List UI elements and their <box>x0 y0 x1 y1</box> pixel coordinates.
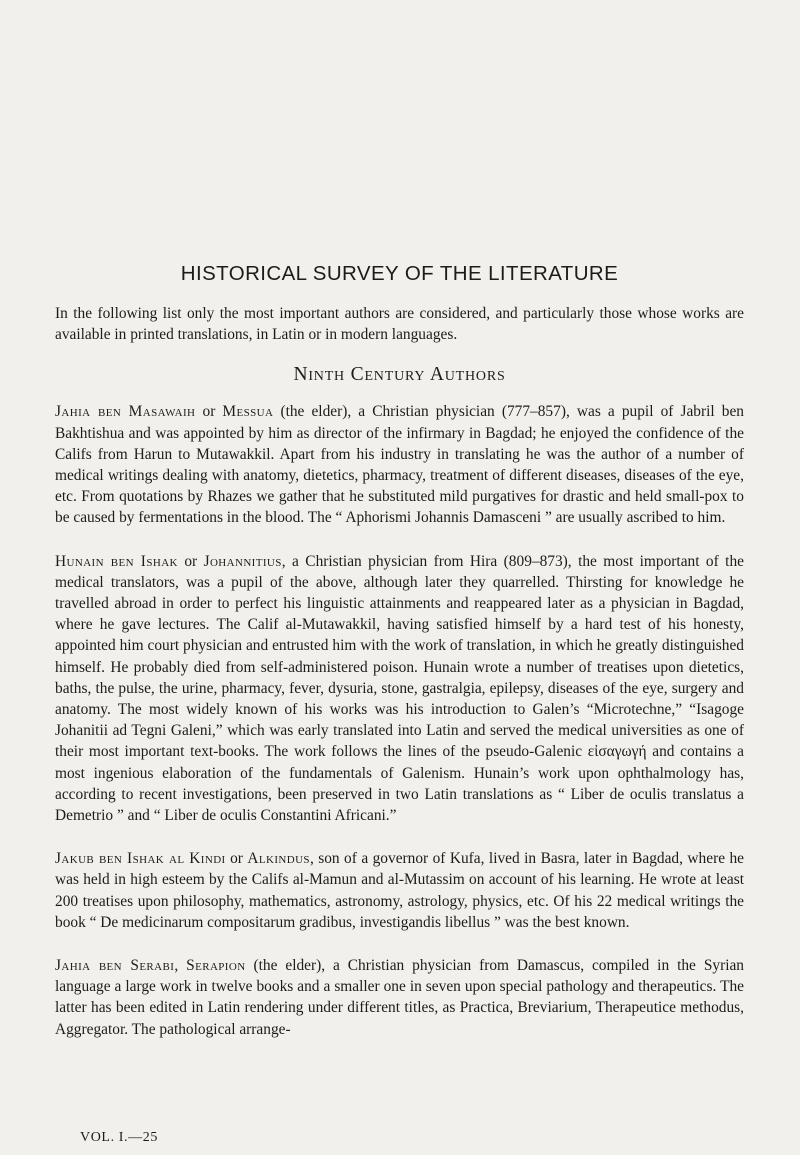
entry-text: (the elder), a Christian physician (777–857), was a pupil of Jabril ben Bakhtishua and was appointed by him as director of the infirmary in Bagdad; he enjoyed the confidence of the Califs from Harun to Mutawakkil. Apart from his industry in translating he was the author of a number of medical writings dealing with anatomy, dietetics, pharmacy, treatment of different diseases, diseases of the eye, etc. From quotations by Rhazes we gather that he substituted mild purgatives for drastic and held small-pox to be caused by fermentations in the blood. The “ Aphorismi Johannis Damasceni ” are usually ascribed to him. <box>55 403 744 527</box>
name-connector: or <box>177 552 204 570</box>
section-heading: Ninth Century Authors <box>293 364 506 386</box>
name-connector: or <box>195 403 223 421</box>
author-alias: Serapion <box>186 957 246 975</box>
name-connector: , <box>174 957 187 975</box>
entry-text: , a Christian physician from Hira (809–873), the most important of the medical translators, was a pupil of the above, although later they quarrelled. Thirsting for knowledge he travelled abroad in order to perfect his linguistic attainments and reappeared later as a physician in Bagdad, where he gave lectures. The Calif al-Mutawakkil, having satisfied himself by a hard test of his honesty, appointed him court physician and entrusted him with the work of translation, in which he greatly distinguished himself. He probably died from self-administered poison. Hunain wrote a number of treatises upon dietetics, baths, the pulse, the urine, pharmacy, fever, dysuria, stone, gastralgia, epilepsy, diseases of the eye, surgery and anatomy. The most widely known of his works was his introduction to Galen’s “Microtechne,” “Isagoge Johanitii ad Tegni Galeni,” which was early translated into Latin and served the medical universities as one of their most important text-books. The work follows the lines of the pseudo-Galenic εἰσαγωγή and contains a most ingenious elaboration of the fundamentals of Galenism. Hunain’s work upon ophthalmology has, according to recent investigations, been preserved in two Latin translations as “ Liber de oculis translatus a Demetrio ” and “ Liber de oculis Constantini Africani.” <box>55 552 744 825</box>
entry-jahia-ben-serabi <box>55 955 744 1040</box>
entry-text: (the elder), a Christian physician from Damascus, compiled in the Syrian language a large work in twelve books and a smaller one in seven upon special pathology and therapeutics. The latter has been edited in Latin rendering under different titles, as Practica, Breviarium, Therapeutice methodus, Aggregator. The pathological arrange- <box>55 957 745 1038</box>
author-alias: Messua <box>222 403 274 421</box>
entry-jakub-ben-ishak-al-kindi <box>55 848 744 933</box>
entry-hunain-ben-ishak <box>55 551 744 827</box>
author-name: Jakub ben Ishak al Kindi <box>55 850 226 868</box>
entry-text: , son of a governor of Kufa, lived in Basra, later in Bagdad, where he was held in high esteem by the Califs al-Mamun and al-Mutassim on account of his learning. He wrote at least 200 treatises upon philosophy, mathematics, astronomy, astrology, physics, etc. Of his 22 medical writings the book “ De medicinarum compositarum gradibus, investigandis libellus ” was the best known. <box>55 850 744 931</box>
intro-paragraph: In the following list only the most important authors are considered, and particularly those whose works are available in printed translations, in Latin or in modern languages. <box>55 305 744 344</box>
page-title: HISTORICAL SURVEY OF THE LITERATURE <box>180 262 619 285</box>
volume-folio: VOL. I.—25 <box>80 1130 158 1145</box>
author-name: Jahia ben Serabi <box>55 957 175 975</box>
entry-jahia-ben-masawaih <box>55 401 744 528</box>
name-connector: or <box>225 850 248 868</box>
author-alias: Johannitius <box>203 552 282 570</box>
author-alias: Alkindus <box>247 850 310 868</box>
author-name: Jahia ben Masawaih <box>55 403 196 421</box>
author-name: Hunain ben Ishak <box>55 552 178 570</box>
